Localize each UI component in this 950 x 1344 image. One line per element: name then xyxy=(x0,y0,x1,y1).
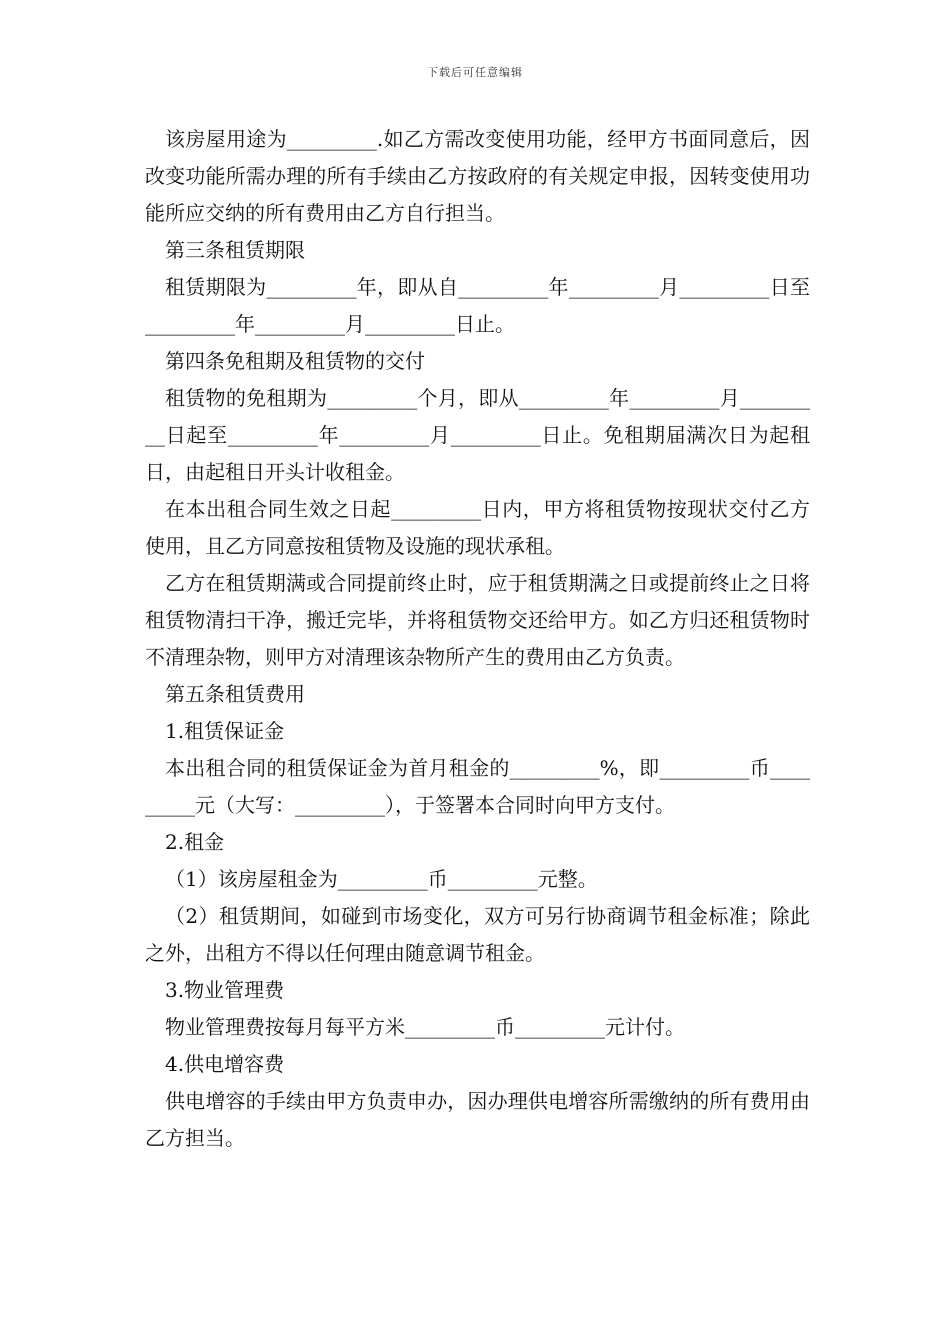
document-body xyxy=(145,121,810,1157)
paragraph-power-fee: 供电增容的手续由甲方负责申办，因办理供电增容所需缴纳的所有费用由乙方担当。 xyxy=(145,1089,810,1150)
paragraph-delivery: 在本出租合同生效之日起_________日内，甲方将租赁物按现状交付乙方使用，且乙方同意按租赁物及设施的现状承租。 xyxy=(145,497,810,558)
heading-rent: 2.租金 xyxy=(165,830,225,854)
heading-article-3: 第三条租赁期限 xyxy=(165,238,305,262)
heading-article-5: 第五条租赁费用 xyxy=(165,682,305,706)
paragraph-lease-term: 租赁期限为_________年，即从自_________年_________月_________日至_________年_________月_________日止。 xyxy=(145,275,810,336)
heading-deposit: 1.租赁保证金 xyxy=(165,719,285,743)
paragraph-usage: 该房屋用途为_________.如乙方需改变使用功能，经甲方书面同意后，因改变功能所需办理的所有手续由乙方按政府的有关规定申报，因转变使用功能所应交纳的所有费用由乙方自行担当。 xyxy=(145,127,810,225)
paragraph-property-fee: 物业管理费按每月每平方米_________币_________元计付。 xyxy=(165,1015,685,1039)
paragraph-deposit: 本出租合同的租赁保证金为首月租金的_________%，即_________币_________元（大写：_________），于签署本合同时向甲方支付。 xyxy=(145,756,810,817)
page-header: 下载后可任意编辑 xyxy=(427,66,523,79)
paragraph-rent-2: （2）租赁期间，如碰到市场变化，双方可另行协商调节租金标准；除此之外，出租方不得以任何理由随意调节租金。 xyxy=(145,904,810,965)
heading-power-fee: 4.供电增容费 xyxy=(165,1052,285,1076)
heading-article-4: 第四条免租期及租赁物的交付 xyxy=(165,349,425,373)
paragraph-rent-free: 租赁物的免租期为_________个月，即从_________年_________月_________日起至_________年_________月_________日止。免租期届满次日为起租日，由起租日开头计收租金。 xyxy=(145,386,810,484)
paragraph-rent-1: （1）该房屋租金为_________币_________元整。 xyxy=(165,867,598,891)
heading-property-fee: 3.物业管理费 xyxy=(165,978,285,1002)
paragraph-return: 乙方在租赁期满或合同提前终止时，应于租赁期满之日或提前终止之日将租赁物清扫干净，搬迁完毕，并将租赁物交还给甲方。如乙方归还租赁物时不清理杂物，则甲方对清理该杂物所产生的费用由乙方负责。 xyxy=(145,571,810,669)
